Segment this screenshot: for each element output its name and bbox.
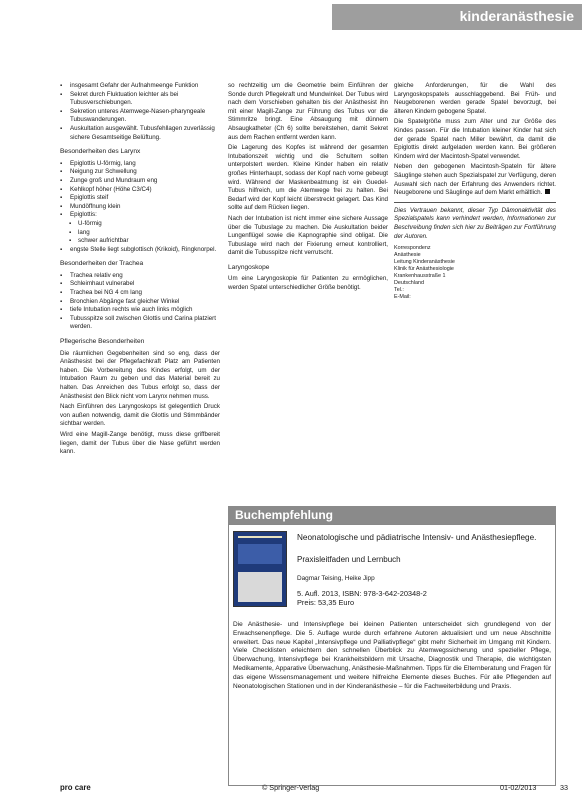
contact-line: Korrespondenz: [394, 245, 431, 252]
list-item: ▪ Zunge groß und Mundraum eng: [60, 177, 220, 186]
text-column-3: [394, 82, 556, 502]
section-header: [332, 4, 582, 30]
paragraph: Die Spatelgröße muss zum Alter und zur Größe des Kindes passen. Für die Intubation kleiner Kinder hat sich der gerade Spatel nach Miller bewährt, da damit die Epiglottis direkt aufgeladen werden kann. Bei größeren Kindern wird der Macintosh-Spatel verwendet.: [394, 118, 556, 160]
contact-line: Leitung Kinderanästhesie: [394, 259, 455, 266]
book-author: Dagmar Teising, Heike Jipp: [297, 575, 375, 582]
book-edition: 5. Aufl. 2013, ISBN: 978-3-642-20348-2: [297, 589, 427, 598]
paragraph-text: Neben den gebogenen Macintosh-Spateln für ältere Säuglinge stehen auch Spezialspatel zur Verfügung, deren Auswahl sich nach der Erfahrung des Anwenders richtet. Neugeborene und Säuglinge auf dem Markt erhältlich.: [394, 163, 556, 197]
book-recommendation-header: [228, 506, 556, 524]
contact-line: Klinik für Anästhesiologie: [394, 266, 454, 273]
list-item: ▪ Epiglottis:: [60, 211, 220, 220]
page-number: 33: [560, 783, 568, 792]
bullet-list-top: [60, 82, 220, 142]
book-price: Preis: 53,35 Euro: [297, 598, 355, 608]
list-item: ▪ Kehlkopf höher (Höhe C3/C4): [60, 186, 220, 195]
list-subitem: ▪ lang: [60, 229, 220, 238]
list-item: ▪ Trachea relativ eng: [60, 272, 220, 281]
list-item: ▪ Bronchien Abgänge fast gleicher Winkel: [60, 298, 220, 307]
list-item: ▪ Mundöffnung klein: [60, 203, 220, 212]
book-recommendation-label: Buchempfehlung: [235, 508, 333, 522]
heading-larynx: Besonderheiten des Larynx: [60, 148, 141, 156]
contact-line: E-Mail:: [394, 294, 411, 301]
paragraph: Nach Einführen des Laryngoskops ist gelegentlich Druck von außen notwendig, damit die Glottis und Stimmbänder sichtbar werden.: [60, 403, 220, 428]
list-item: ▪ Schleimhaut vulnerabel: [60, 280, 220, 289]
list-item: ▪ Epiglottis steif: [60, 194, 220, 203]
contact-line: Anästhesie: [394, 252, 421, 259]
end-mark-icon: [545, 189, 550, 194]
list-item: ▪ Sekretion unteres Atemwege-Nasen-pharyngeale Tubuswanderungen.: [60, 108, 220, 125]
contact-line: Krankenhausstraße 1: [394, 273, 446, 280]
heading-laryngoskope: Laryngoskope: [228, 263, 270, 271]
book-title: Neonatologische und pädiatrische Intensiv- und Anästhesiepflege.: [297, 533, 537, 542]
contact-line: Deutschland: [394, 280, 424, 287]
paragraph: Wird eine Magill-Zange benötigt, muss diese griffbereit liegen, damit der Tubus über die Nase geführt werden kann.: [60, 430, 220, 456]
paragraph: so rechtzeitig um die Geometrie beim Einführen der Sonde durch Pflegekraft und Mundwinkel. Der Tubus wird nach dem Vorschieben gehalten bis der Anästhesist ihn mit einer Magill-Zange zur Führung des Tubus vor die Stimmritze bringt. Eine Absaugung mit dünnem Absaugkatheter (Ch 6) sollte bereitstehen, damit Sekret aus dem Rachen entfernt werden kann.: [228, 82, 388, 141]
list-item: ▪ insgesamt Gefahr der Aufnahmeenge Funktion: [60, 82, 220, 91]
book-cover-image: [233, 531, 287, 607]
list-item: ▪ tiefe Intubation rechts wie auch links möglich: [60, 306, 220, 315]
heading-pflege: Pflegerische Besonderheiten: [60, 338, 145, 346]
book-subtitle: Praxisleitfaden und Lernbuch: [297, 555, 401, 564]
list-item: ▪ Sekret durch Fluktuation leichter als bei Tubusverschiebungen.: [60, 91, 220, 108]
list-item: ▪ engste Stelle liegt subglottisch (Krikoid), Ringknorpel.: [60, 246, 220, 255]
heading-trachea: Besonderheiten der Trachea: [60, 260, 144, 268]
list-item: ▪ Epiglottis U-förmig, lang: [60, 160, 220, 169]
list-subitem: ▪ schwer aufrichtbar: [60, 237, 220, 246]
paragraph: Nach der Intubation ist nicht immer eine sichere Aussage über die Tubuslage zu machen. Die Auskultation beider Lungenflügel sowie die Kapnographie sind obligat. Die Tubuslage wird nach der Fixierung erneut kontrolliert, damit die Tubusspitze nicht verrutscht.: [228, 214, 388, 257]
section-title: kinderanästhesie: [459, 8, 574, 24]
contact-block: [394, 245, 556, 301]
divider: [394, 202, 556, 203]
list-item: ▪ Neigung zur Schwellung: [60, 168, 220, 177]
paragraph: Um eine Laryngoskopie für Patienten zu ermöglichen, werden Spatel unterschiedlicher Größe benötigt.: [228, 275, 388, 292]
paragraph: Die Lagerung des Kopfes ist während der gesamten Intubationszeit wichtig und die Schultern sollten unterpolstert werden. Kleine Kinder haben ein relativ großes Hinterhaupt, sodass der Kopf nach vorne gebeugt wird. Während der Maskenbeatmung ist ein Guedel-Tubus hilfreich, um die Atemwege frei zu halten. Bei Bedarf wird der Kopf leicht überstreckt gelagert. Das Kind sollte auf dem Rücken liegen.: [228, 144, 388, 212]
bullet-list-larynx: [60, 160, 220, 255]
text-column-2: [228, 82, 388, 512]
contact-line: Tel.:: [394, 287, 404, 294]
paragraph: Die räumlichen Gegebenheiten sind so eng, dass der Anästhesist bei der Pflegefachkraft Platz am Patienten haben. Die Vorbereitung des Kindes erfolgt, um der Intubation Raum zu geben und das Material bereit zu halten. Das Anreichen des Tubus erfolgt so, dass der Anästhesist den Blick nicht vom Larynx nehmen muss.: [60, 349, 220, 400]
footer-copyright: © Springer-Verlag: [262, 783, 320, 792]
citation: Dies Vertrauen bekannt, dieser Typ Dämonaktivität des Spezialspatels kann verhindert werden, Informationen zur Beschreibung finden sich hier zu Beiträgen zur Fortführung der Autoren.: [394, 206, 556, 240]
list-item: ▪ Trachea bei NG 4 cm lang: [60, 289, 220, 298]
paragraph: gleiche Anforderungen, für die Wahl des Laryngoskopspatels ausschlaggebend. Bei Früh- und Neugeborenen werden gerade Spatel bevorzugt, bei älteren Kindern gebogene Spatel.: [394, 82, 556, 115]
book-meta: [297, 589, 427, 608]
book-recommendation-box: [228, 524, 556, 786]
book-description: Die Anästhesie- und Intensivpflege bei kleinen Patienten unterscheidet sich grundlegend von der Erwachsenenpflege. Die 5. Auflage wurde durch erfahrene Autoren aktualisiert und um neue Abschnitte erweitert. Das neue Kapitel „Intensivpflege und Palliativpflege“ gibt mehr Sicherheit im Umgang mit Kindern. Viele Checklisten erleichtern den schnellen Überblick zu Atemwegssicherung und spezieller Pflege, Überwachung, Intensivpflege bei Krankheitsbildern mit Ursache, Diagnostik und Therapie, die wichtigsten Medikamente, Apparative Überwachung, Anästhesie-Maßnahmen. Tipps für die Elternberatung und Fragen für das eigene Wissensmanagement und weitere hilfreiche Elemente dieses Buches. Für alle Pflegenden auf Neonatologischen Stationen und in der Kinderanästhesie – für die Fachweiterbildung und Praxis.: [233, 621, 551, 690]
paragraph: [394, 163, 556, 197]
text-column-1: [60, 82, 220, 782]
bullet-list-trachea: [60, 272, 220, 332]
footer-issue: 01-02/2013: [500, 783, 537, 792]
list-item: ▪ Tubusspitze soll zwischen Glottis und Carina platziert werden.: [60, 315, 220, 332]
footer-journal: pro care: [60, 783, 91, 792]
list-subitem: ▪ U-förmig: [60, 220, 220, 229]
list-item: ▪ Auskultation ausgewählt. Tubusfehllagen zuverlässig sichere Gesamtseitige Belüftung.: [60, 125, 220, 142]
